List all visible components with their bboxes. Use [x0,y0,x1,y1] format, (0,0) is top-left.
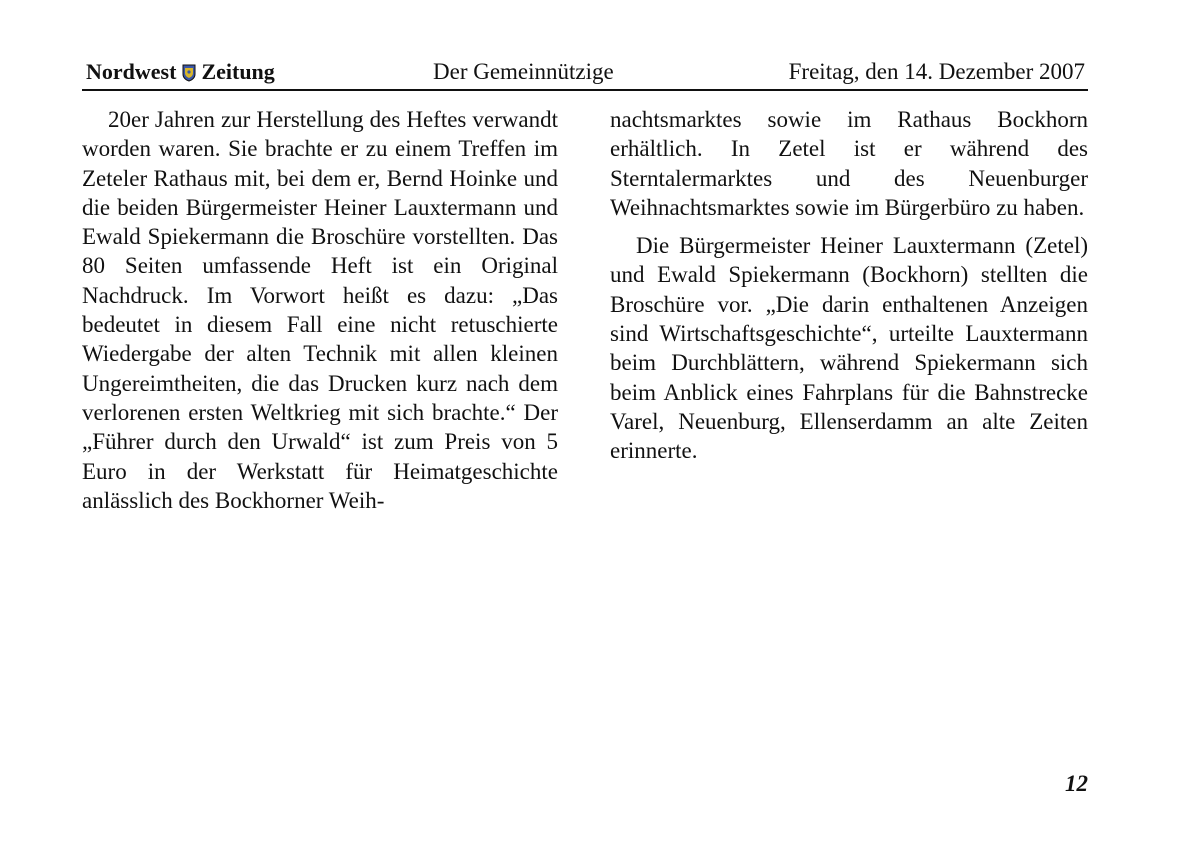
right-paragraph-2: Die Bürgermeister Heiner Lauxtermann (Zetel) und Ewald Spiekermann (Bockhorn) stellten die Broschüre vor. „Die darin enthaltenen Anzeigen sind Wirtschaftsgeschichte“, urteilte Lauxtermann beim Durchblättern, während Spiekermann sich beim Anblick eines Fahrplans für die Bahnstrecke Varel, Neuenburg, Ellenserdamm an alte Zeiten erinnerte. [610,233,1088,464]
page-number: 12 [1065,771,1088,796]
brand-left: Nordwest [86,59,177,84]
newspaper-logo [86,59,275,85]
left-paragraph-1: 20er Jahren zur Herstellung des Heftes verwandt worden waren. Sie brachte er zu einem Treffen im Zeteler Rathaus mit, bei dem er, Bernd Hoinke und die beiden Bürgermeister Heiner Lauxtermann und Ewald Spiekermann die Broschüre vorstellten. Das 80 Seiten umfassende Heft ist ein Original Nachdruck. Im Vorwort heißt es dazu: „Das bedeutet in diesem Fall eine nicht retuschierte Wiedergabe der alten Technik mit allen kleinen Ungereimtheiten, die das Drucken kurz nach dem verlorenen ersten Weltkrieg mit sich brachte.“ Der „Führer durch den Urwald“ ist zum Preis von 5 Euro in der Werkstatt für Heimatgeschichte anlässlich des Bockhorner Weih- [82,107,558,513]
left-column [82,105,558,515]
issue-date: Freitag, den 14. Dezember 2007 [788,59,1085,84]
right-column [610,105,1088,466]
brand-right: Zeitung [201,59,275,84]
coat-of-arms-icon [182,64,196,82]
section-title: Der Gemeinnützige [433,59,614,84]
right-paragraph-1: nachtsmarktes sowie im Rathaus Bockhorn erhältlich. In Zetel ist er während des Sterntalermarktes und des Neuenburger Weihnachtsmarktes sowie im Bürgerbüro zu haben. [610,107,1088,220]
page-header [82,57,1088,91]
